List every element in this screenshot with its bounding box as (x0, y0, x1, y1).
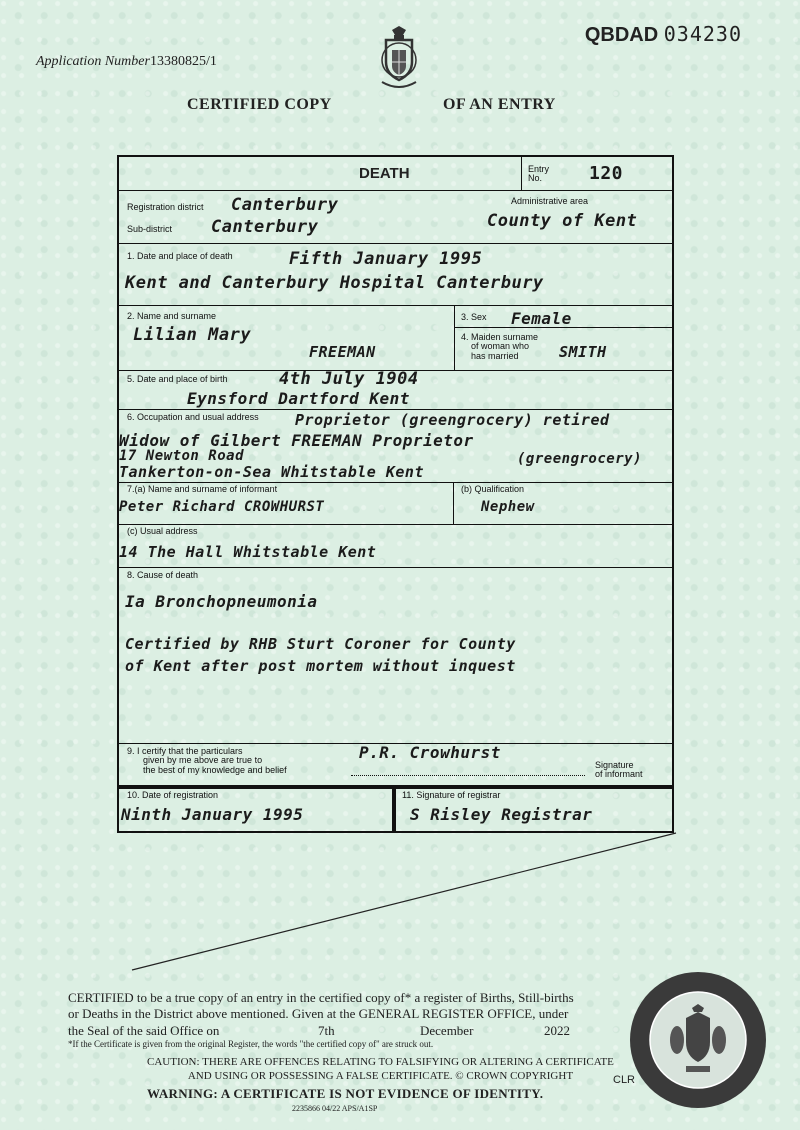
field7b-label: (b) Qualification (461, 484, 525, 494)
clr-mark: CLR (613, 1074, 636, 1086)
field7c-label: (c) Usual address (127, 526, 198, 536)
field3-label: 3. Sex (461, 312, 487, 322)
application-number: Application Number13380825/1 (36, 54, 217, 69)
field5-label: 5. Date and place of birth (127, 374, 228, 384)
admin-area-label: Administrative area (511, 196, 589, 206)
sub-district-value: Canterbury (211, 217, 319, 237)
form-code: 2235866 04/22 APS/A1SP (292, 1104, 378, 1113)
field7a-label: 7.(a) Name and surname of informant (127, 484, 278, 494)
place-of-death: Kent and Canterbury Hospital Canterbury (125, 273, 544, 293)
forenames: Lilian Mary (133, 325, 252, 345)
informant-name: Peter Richard CROWHURST (119, 499, 325, 515)
issue-year: 2022 (544, 1022, 570, 1038)
date-of-birth: 4th July 1904 (279, 369, 419, 389)
informant-qualification: Nephew (481, 499, 535, 515)
field11-label: 11. Signature of registrar (402, 790, 501, 800)
date-of-death: Fifth January 1995 (289, 249, 483, 269)
registrar-signature: S Risley Registrar (410, 805, 593, 824)
field9-label: 9. I certify that the particulars given by me above are true to the best of my knowledge and belief (127, 746, 287, 775)
general-register-office-seal-icon (628, 970, 768, 1110)
sub-district-label: Sub-district (127, 224, 173, 234)
issue-month: December (420, 1022, 474, 1038)
entry-no-label: Entry No. (528, 164, 550, 184)
occupation: Proprietor (greengrocery) retired (295, 411, 610, 429)
maiden-surname: SMITH (559, 343, 607, 361)
registration-date: Ninth January 1995 (121, 805, 304, 824)
signature-label: Signature of informant (595, 760, 643, 780)
occupation-line2: Widow of Gilbert FREEMAN Proprietor (119, 431, 474, 450)
certification-line1: Certified by RHB Sturt Coroner for County (125, 635, 516, 653)
registration-district-value: Canterbury (231, 195, 339, 215)
header-certified-copy: CERTIFIED COPY (187, 96, 332, 113)
field2-label: 2. Name and surname (127, 311, 217, 321)
usual-address-line1: 17 Newton Road (119, 448, 245, 464)
header-of-an-entry: OF AN ENTRY (443, 96, 556, 113)
surname: FREEMAN (309, 343, 376, 361)
registration-district-label: Registration district (127, 202, 204, 212)
field8-label: 8. Cause of death (127, 570, 199, 580)
certification-line2: of Kent after post mortem without inquest (125, 657, 516, 675)
cause-of-death: Ia Bronchopneumonia (125, 592, 318, 611)
admin-area-value: County of Kent (487, 211, 638, 231)
entry-number: 120 (589, 163, 624, 184)
informant-address: 14 The Hall Whitstable Kent (119, 543, 377, 561)
place-of-birth: Eynsford Dartford Kent (187, 389, 410, 408)
sex-value: Female (511, 309, 572, 328)
occupation-line3: (greengrocery) (517, 451, 643, 467)
field6-label: 6. Occupation and usual address (127, 412, 259, 422)
field10-label: 10. Date of registration (127, 790, 219, 800)
serial-number: QBDAD 034230 (584, 22, 742, 46)
warning-text: WARNING: A CERTIFICATE IS NOT EVIDENCE OF IDENTITY. (147, 1086, 544, 1101)
field4-label: 4. Maiden surname of woman who has married (461, 332, 539, 361)
caution-text: CAUTION: THERE ARE OFFENCES RELATING TO FALSIFYING OR ALTERING A CERTIFICATE AND USING OR POSSESSING A FALSE CERTIFICATE. © CROWN COPYRIGHT (147, 1056, 614, 1083)
usual-address-line2: Tankerton-on-Sea Whitstable Kent (119, 463, 424, 481)
issue-day: 7th (318, 1022, 335, 1038)
certification-text: CERTIFIED to be a true copy of an entry in the certified copy of* a register of Births, Still-births or Deaths in the District above mentioned. Given at the GENERAL REGISTER OFFICE, under the Seal of the said Office on 7th December 2022 *If the Certificate is given from the original Register, the words "the certified copy of" are struck out. (68, 990, 574, 1049)
field1-label: 1. Date and place of death (127, 251, 233, 261)
form-title: DEATH (359, 165, 410, 182)
informant-signature: P.R. Crowhurst (359, 743, 501, 762)
